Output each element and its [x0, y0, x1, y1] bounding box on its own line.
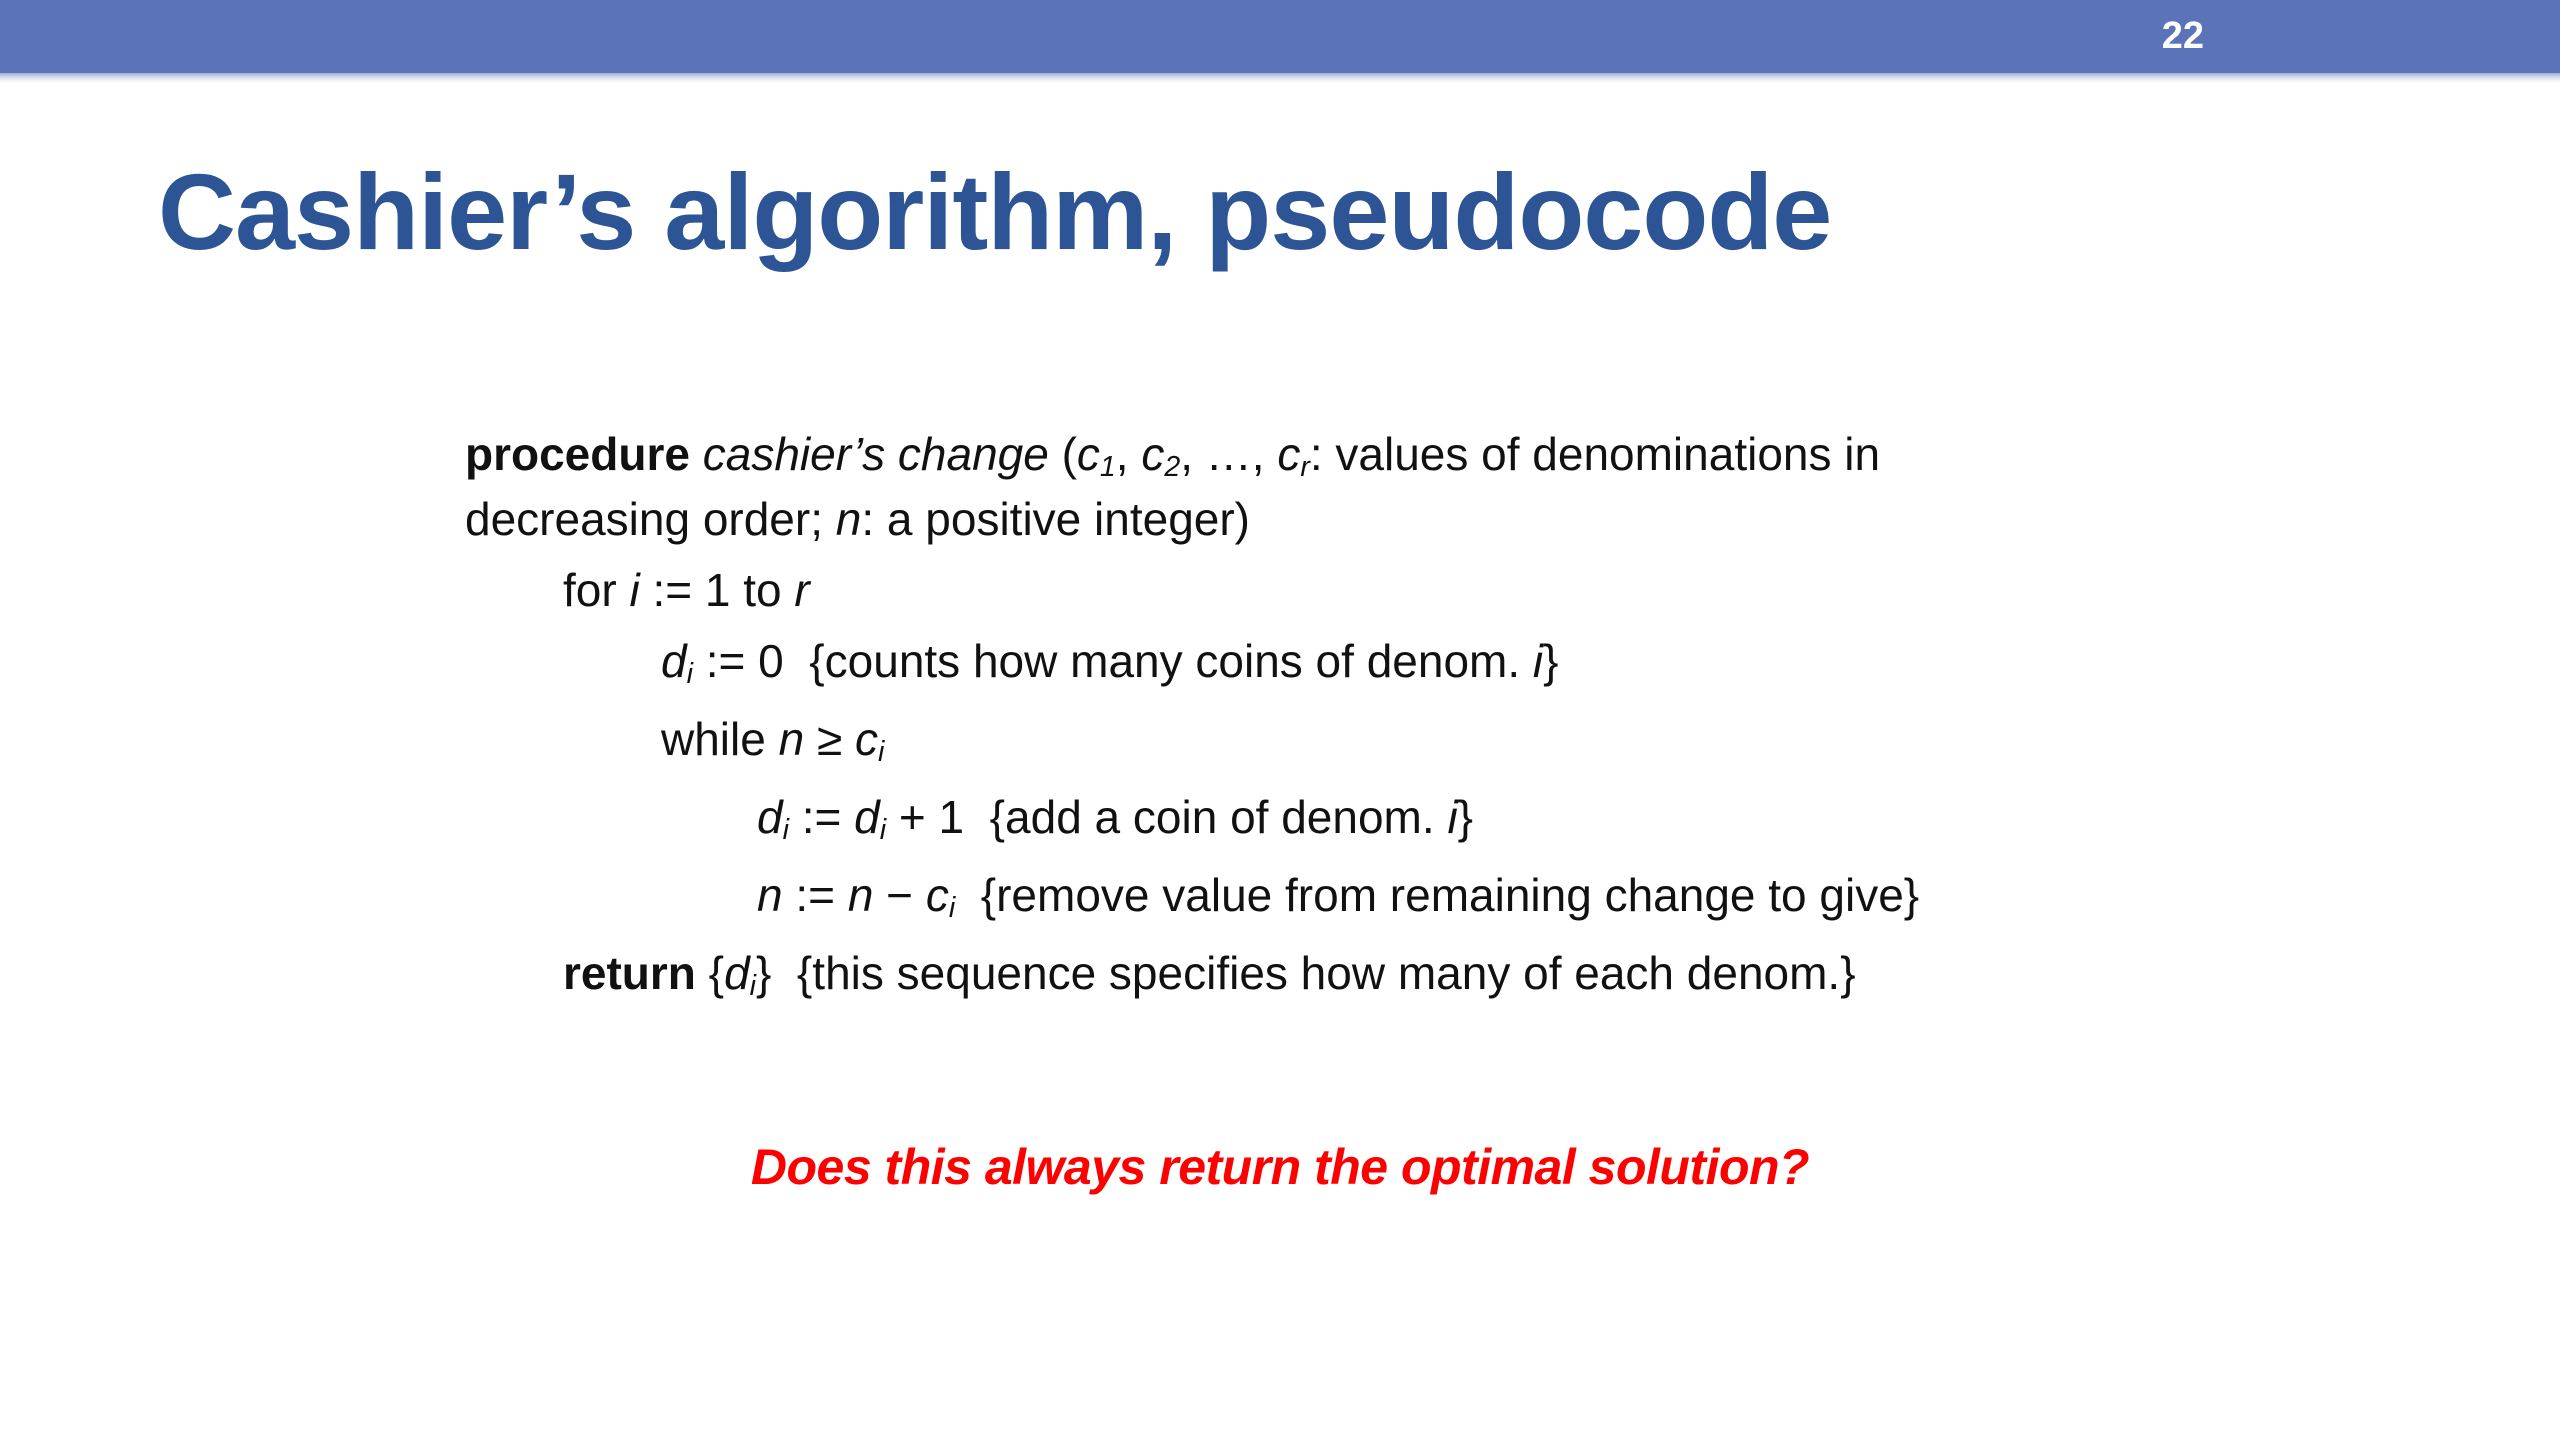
- code-line: decreasing order; n: a positive integer): [465, 493, 1251, 545]
- code-line: di := 0 {counts how many coins of denom. i}: [661, 635, 1559, 691]
- header-banner-fade: [0, 73, 2560, 83]
- question-text: Does this always return the optimal solution?: [750, 1139, 1810, 1195]
- code-line: return {di} {this sequence specifies how many of each denom.}: [563, 947, 1856, 1003]
- code-line: n := n − ci {remove value from remaining change to give}: [757, 869, 1920, 925]
- pseudocode-block: [465, 425, 2205, 1009]
- code-line: di := di + 1 {add a coin of denom. i}: [757, 791, 1474, 847]
- code-line: procedure cashier’s change (c1, c2, …, cr: values of denominations in: [465, 428, 1881, 484]
- page-number: 22: [2161, 15, 2204, 57]
- code-line: while n ≥ ci: [661, 713, 885, 769]
- slide-title: Cashier’s algorithm, pseudocode: [158, 151, 1832, 272]
- code-line: for i := 1 to r: [563, 564, 810, 616]
